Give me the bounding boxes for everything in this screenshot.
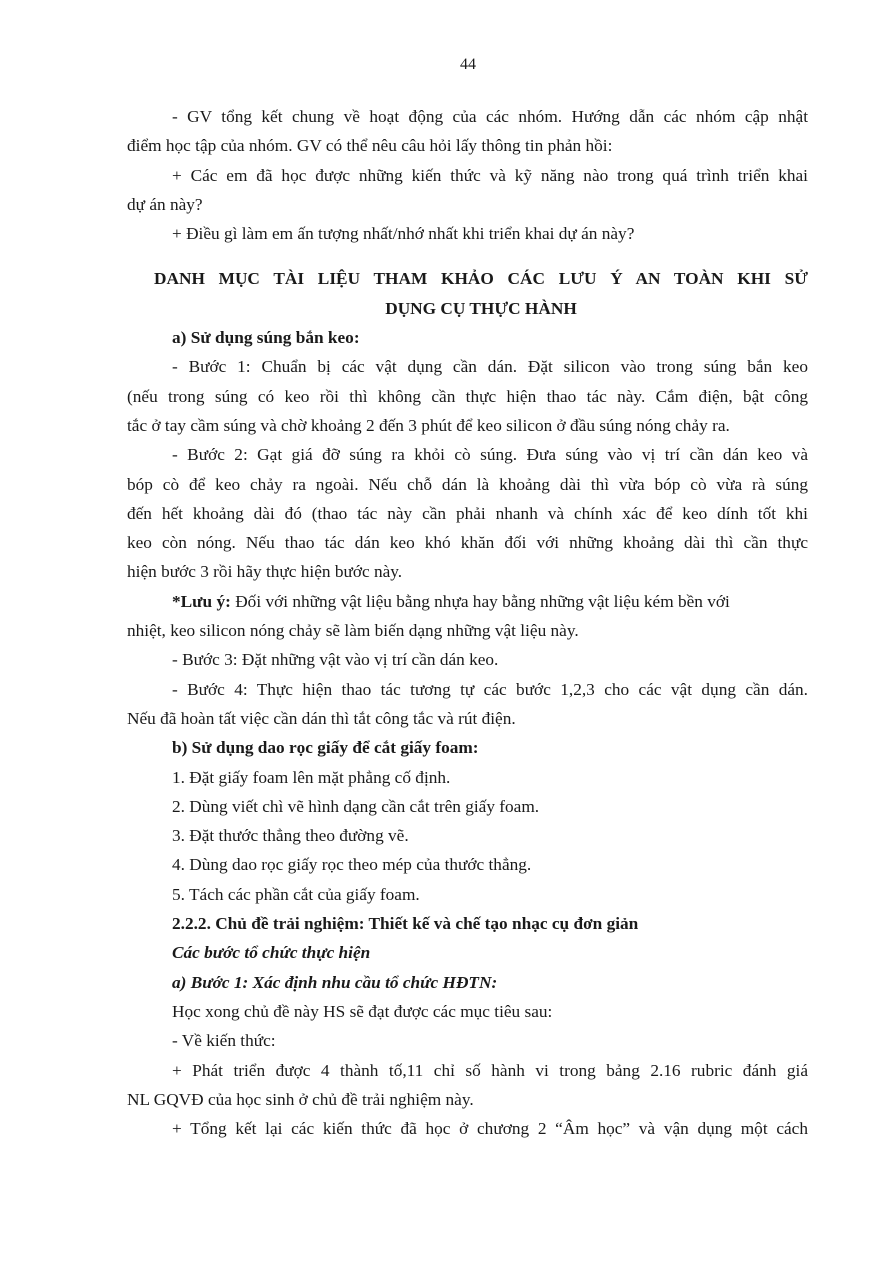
step-4-line-1: - Bước 4: Thực hiện thao tác tương tự các bước 1,2,3 cho các vật dụng cần dán. — [172, 679, 808, 699]
intro-paragraph-2-line-2: dự án này? — [127, 194, 203, 214]
objectives-intro: Học xong chủ đề này HS sẽ đạt được các mục tiêu sau: — [172, 1001, 553, 1021]
list-item: 2. Dùng viết chì vẽ hình dạng cần cắt trên giấy foam. — [172, 796, 540, 816]
note-text: Đối với những vật liệu bằng nhựa hay bằng những vật liệu kém bền với — [230, 591, 730, 611]
intro-paragraph-3: + Điều gì làm em ấn tượng nhất/nhớ nhất khi triển khai dự án này? — [172, 224, 635, 244]
note-line-2: nhiệt, keo silicon nóng chảy sẽ làm biến dạng những vật liệu này. — [127, 621, 579, 641]
section-heading — [127, 248, 808, 323]
step-2-line-2: bóp cò để keo chảy ra ngoài. Nếu chỗ dán là khoảng dài thì vừa bóp cò vừa rà súng — [127, 474, 808, 494]
step-1-line-1: - Bước 1: Chuẩn bị các vật dụng cần dán. Đặt silicon vào trong súng bắn keo — [172, 357, 808, 377]
step-3: - Bước 3: Đặt những vật vào vị trí cần dán keo. — [172, 650, 499, 670]
objective-1-line-2: NL GQVĐ của học sinh ở chủ đề trải nghiệm này. — [127, 1089, 474, 1109]
step-2-line-1: - Bước 2: Gạt giá đỡ súng ra khỏi cò súng. Đưa súng vào vị trí cần dán keo và — [172, 445, 808, 465]
step-1-line-3: tắc ở tay cầm súng và chờ khoảng 2 đến 3 phút để keo silicon ở đầu súng nóng chảy ra. — [127, 415, 730, 435]
section-heading-line-1: DANH MỤC TÀI LIỆU THAM KHẢO CÁC LƯU Ý AN TOÀN KHI SỬ — [154, 269, 808, 289]
knowledge-label: - Về kiến thức: — [172, 1031, 276, 1051]
list-item: 4. Dùng dao rọc giấy rọc theo mép của thước thẳng. — [172, 855, 532, 875]
list-item: 1. Đặt giấy foam lên mặt phẳng cố định. — [172, 767, 451, 787]
section-222-subtitle: Các bước tổ chức thực hiện — [172, 943, 371, 963]
section-222-title: 2.2.2. Chủ đề trải nghiệm: Thiết kế và chế tạo nhạc cụ đơn giản — [172, 914, 639, 934]
step-1-line-2: (nếu trong súng có keo rồi thì không cần thực hiện thao tác này. Cắm điện, bật công — [127, 386, 808, 406]
page-number: 44 — [460, 56, 476, 73]
note-label: *Lưu ý: — [172, 591, 231, 611]
list-item: 3. Đặt thước thẳng theo đường vẽ. — [172, 826, 409, 846]
intro-paragraph-2-line-1: + Các em đã học được những kiến thức và kỹ năng nào trong quá trình triển khai — [172, 165, 808, 185]
step-2-line-5: hiện bước 3 rồi hãy thực hiện bước này. — [127, 562, 403, 582]
section-heading-line-2: DỤNG CỤ THỰC HÀNH — [385, 298, 577, 318]
step-1-title: a) Bước 1: Xác định nhu cầu tổ chức HĐTN: — [172, 972, 498, 992]
step-2-line-4: keo còn nóng. Nếu thao tác dán keo khó khăn đối với những khoảng dài thì cần thực — [127, 533, 808, 553]
objective-2-line-1: + Tổng kết lại các kiến thức đã học ở chương 2 “Âm học” và vận dụng một cách — [172, 1119, 808, 1139]
objective-1-line-1: + Phát triển được 4 thành tố,11 chỉ số hành vi trong bảng 2.16 rubric đánh giá — [172, 1060, 808, 1080]
step-4-line-2: Nếu đã hoàn tất việc cần dán thì tắt công tắc và rút điện. — [127, 708, 516, 728]
section-a-title: a) Sử dụng súng bắn keo: — [172, 328, 360, 348]
intro-paragraph-1-line-2: điểm học tập của nhóm. GV có thể nêu câu hỏi lấy thông tin phản hồi: — [127, 136, 613, 156]
step-2-line-3: đến hết khoảng dài đó (thao tác này cần phải nhanh và chính xác để keo dính tốt khi — [127, 503, 808, 523]
list-item: 5. Tách các phần cắt của giấy foam. — [172, 884, 420, 904]
intro-paragraph-1-line-1: - GV tổng kết chung về hoạt động của các nhóm. Hướng dẫn các nhóm cập nhật — [172, 107, 808, 126]
page-content — [127, 102, 808, 1143]
section-b-title: b) Sử dụng dao rọc giấy để cắt giấy foam: — [172, 738, 479, 758]
note-line-1 — [127, 587, 808, 616]
